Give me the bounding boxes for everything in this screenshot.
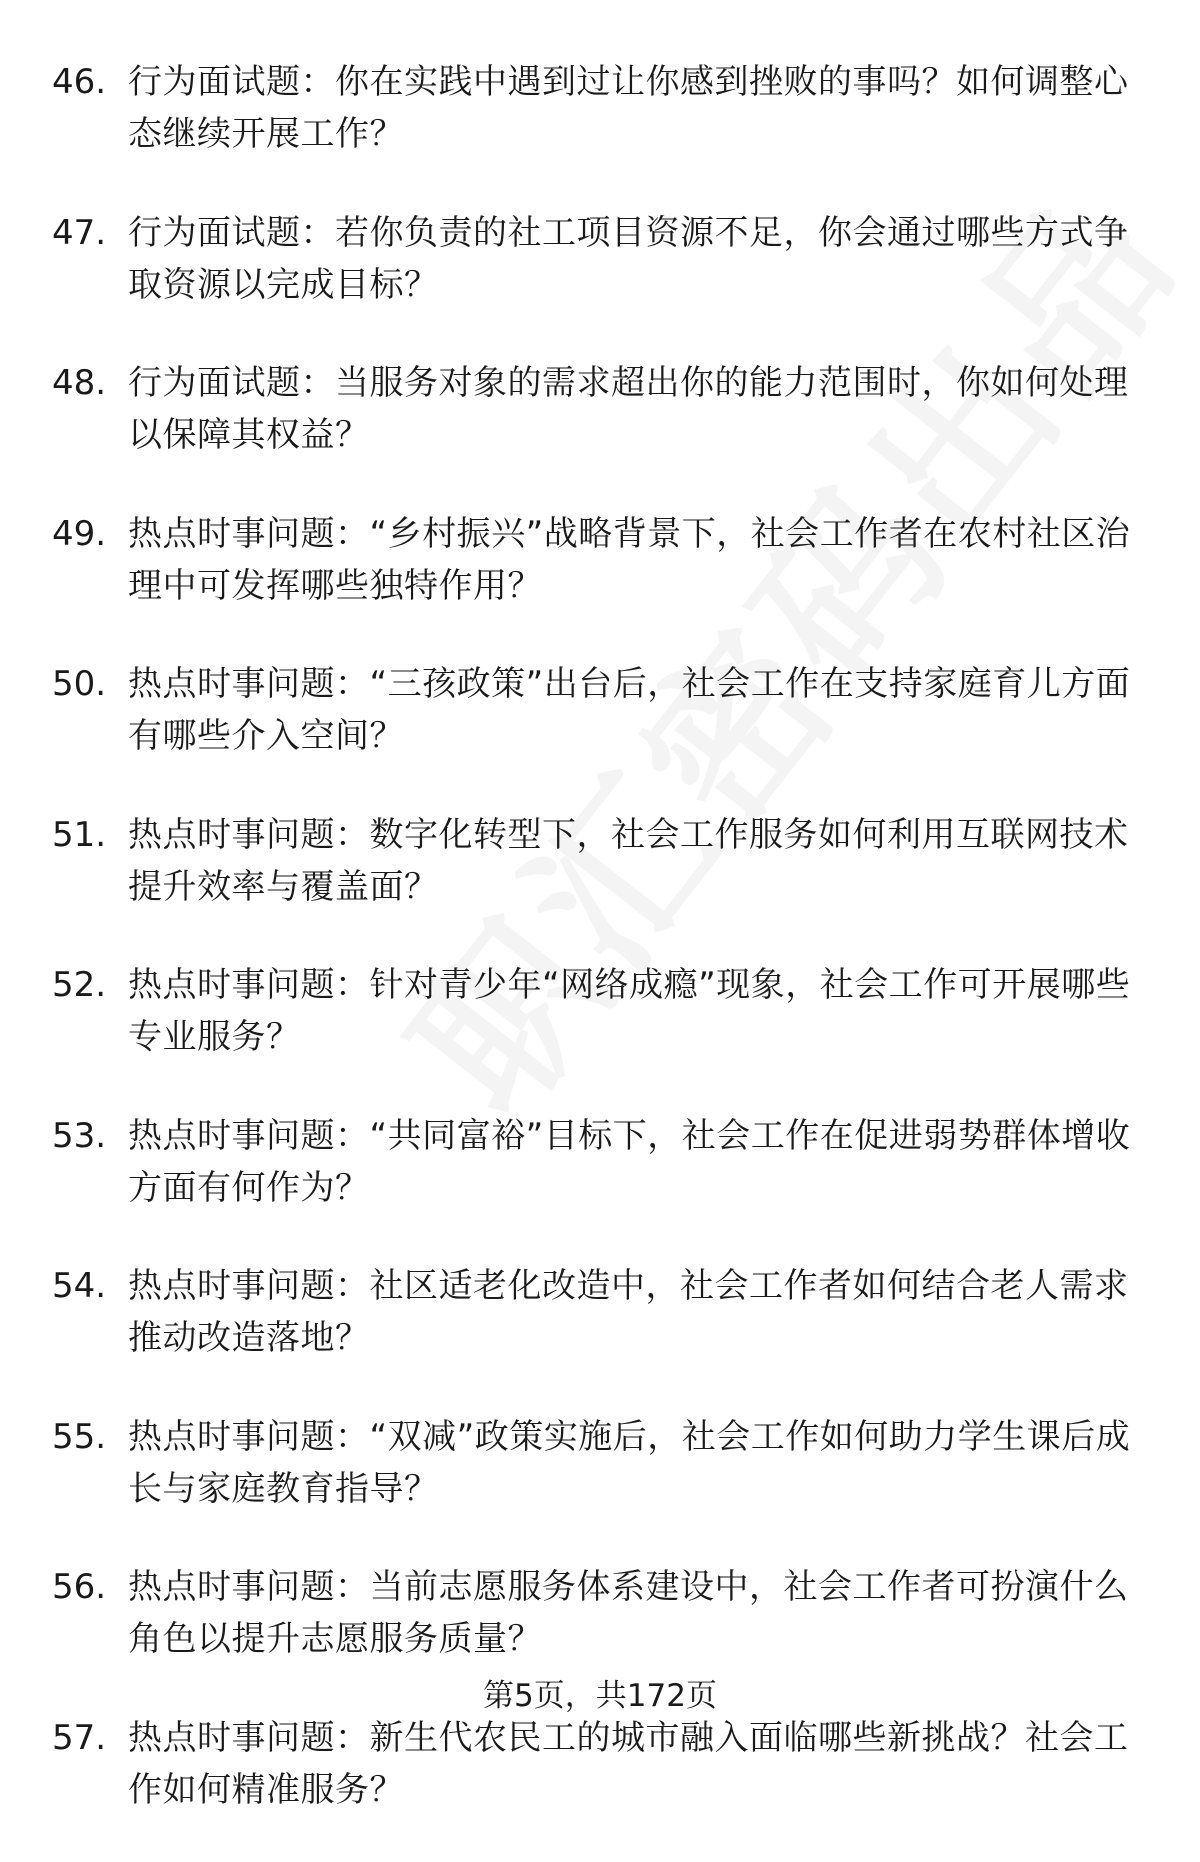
question-text: 热点时事问题：新生代农民工的城市融入面临哪些新挑战？社会工作如何精准服务？ — [128, 1717, 1129, 1810]
list-item — [52, 207, 1152, 311]
question-number: 55. — [52, 1416, 107, 1457]
list-item — [52, 357, 1152, 461]
question-number: 49. — [52, 513, 107, 554]
question-number: 56. — [52, 1567, 107, 1607]
question-text: 热点时事问题：“双减”政策实施后，社会工作如何助力学生课后成长与家庭教育指导？ — [128, 1416, 1131, 1509]
page-number-footer: 第5页，共172页 — [483, 1678, 717, 1714]
list-item — [52, 1110, 1152, 1214]
question-number: 46. — [52, 62, 107, 102]
question-number: 52. — [52, 965, 107, 1005]
question-number: 47. — [52, 212, 107, 253]
question-text: 热点时事问题：“三孩政策”出台后，社会工作在支持家庭育儿方面有哪些介入空间？ — [128, 664, 1131, 756]
list-item — [52, 508, 1152, 612]
question-text: 行为面试题：当服务对象的需求超出你的能力范围时，你如何处理以保障其权益？ — [128, 363, 1129, 455]
question-text: 热点时事问题：数字化转型下，社会工作服务如何利用互联网技术提升效率与覆盖面？ — [128, 814, 1129, 907]
question-text: 热点时事问题：“乡村振兴”战略背景下，社会工作者在农村社区治理中可发挥哪些独特作用？ — [128, 513, 1131, 606]
question-text: 行为面试题：你在实践中遇到过让你感到挫败的事吗？如何调整心态继续开展工作？ — [128, 62, 1129, 154]
question-number: 53. — [52, 1115, 107, 1156]
question-text: 热点时事问题：针对青少年“网络成瘾”现象，社会工作可开展哪些专业服务？ — [128, 965, 1131, 1057]
list-item — [52, 1411, 1152, 1515]
question-number: 51. — [52, 814, 107, 855]
question-number: 57. — [52, 1717, 107, 1758]
list-item — [52, 1260, 1152, 1364]
question-number: 48. — [52, 363, 107, 403]
question-list — [52, 56, 1152, 1862]
list-item — [52, 959, 1152, 1063]
list-item — [52, 1561, 1152, 1665]
list-item — [52, 56, 1152, 160]
question-text: 行为面试题：若你负责的社工项目资源不足，你会通过哪些方式争取资源以完成目标？ — [128, 212, 1129, 305]
question-number: 50. — [52, 664, 107, 704]
question-text: 热点时事问题：“共同富裕”目标下，社会工作在促进弱势群体增收方面有何作为？ — [128, 1115, 1131, 1208]
list-item — [52, 809, 1152, 913]
list-item — [52, 658, 1152, 762]
question-text: 热点时事问题：社区适老化改造中，社会工作者如何结合老人需求推动改造落地？ — [128, 1266, 1129, 1358]
question-text: 热点时事问题：当前志愿服务体系建设中，社会工作者可扮演什么角色以提升志愿服务质量？ — [128, 1567, 1129, 1659]
list-item — [52, 1712, 1152, 1816]
question-number: 54. — [52, 1266, 107, 1306]
